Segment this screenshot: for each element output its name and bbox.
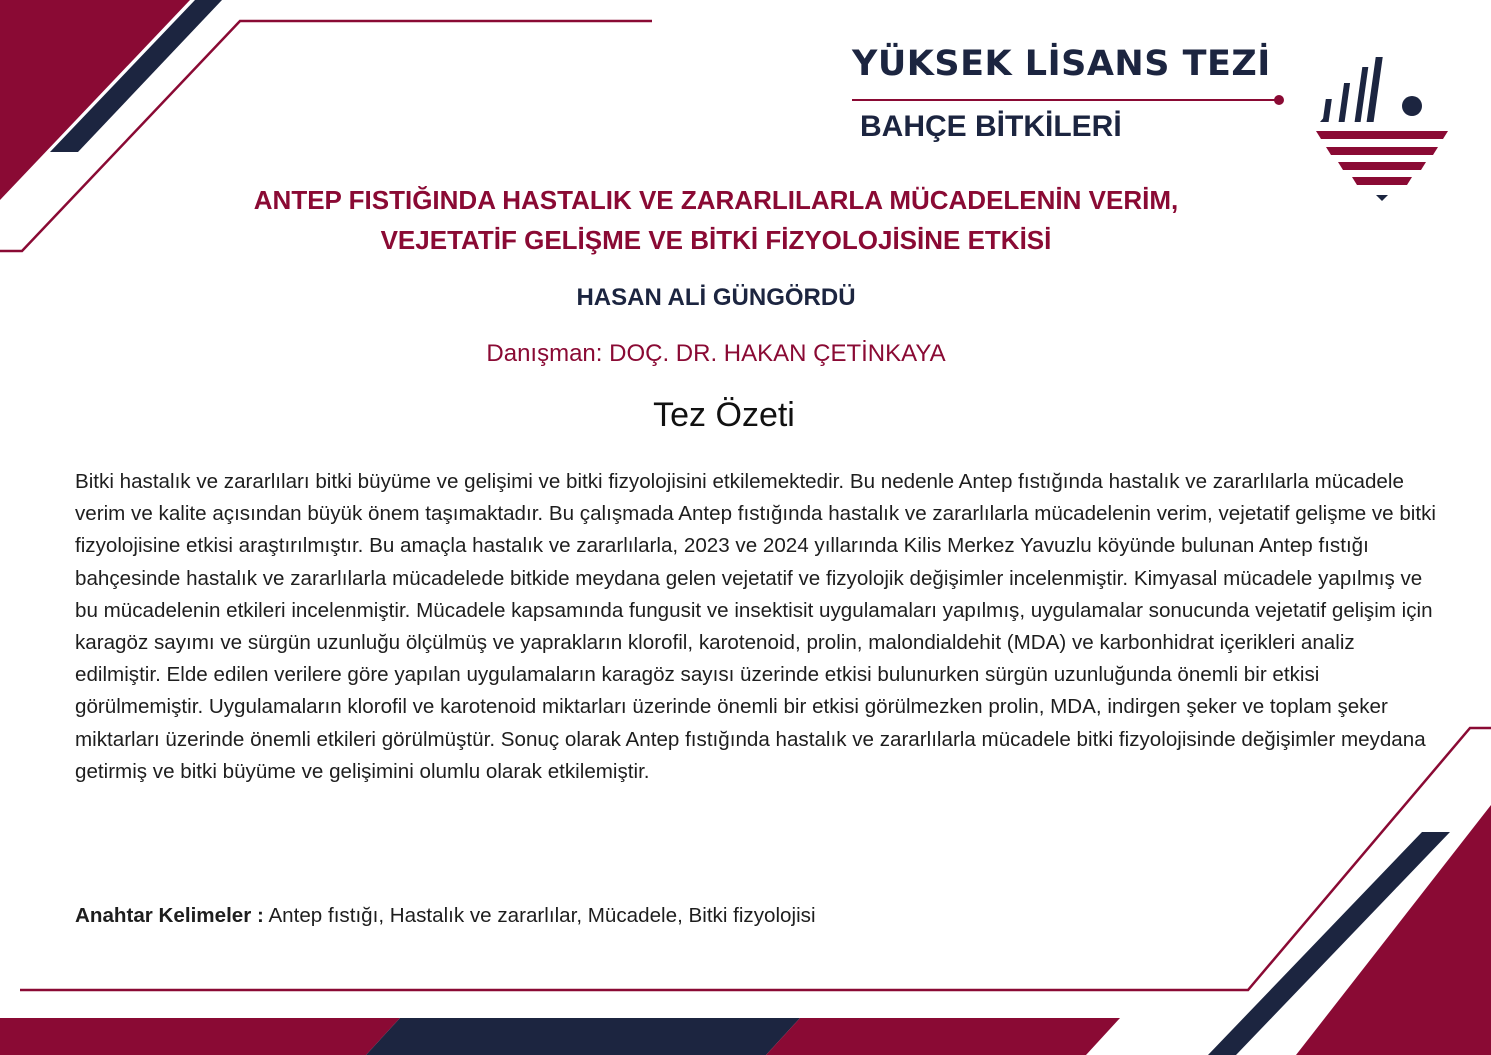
- header-divider-dot: [1274, 95, 1284, 105]
- author-name: HASAN ALİ GÜNGÖRDÜ: [576, 284, 856, 311]
- thesis-title-line-1: ANTEP FISTIĞINDA HASTALIK VE ZARARLILARLA MÜCADELENİN VERİM,: [253, 185, 1179, 215]
- degree-title: YÜKSEK LİSANS TEZİ: [852, 44, 1271, 84]
- summary-heading: Tez Özeti: [653, 396, 795, 434]
- thesis-title-line-2: VEJETATİF GELİŞME VE BİTKİ FİZYOLOJİSİNE ETKİSİ: [380, 225, 1052, 255]
- thesis-title: [60, 180, 1372, 260]
- bottom-right-maroon-band: [766, 1018, 1120, 1055]
- top-left-maroon-wedge: [0, 0, 190, 200]
- keywords-value: Antep fıstığı, Hastalık ve zararlılar, Mücadele, Bitki fizyolojisi: [268, 904, 816, 927]
- advisor-name: Danışman: DOÇ. DR. HAKAN ÇETİNKAYA: [486, 340, 946, 367]
- department-name: BAHÇE BİTKİLERİ: [860, 110, 1122, 143]
- abstract-text: Bitki hastalık ve zararlıları bitki büyüme ve gelişimi ve bitki fizyolojisini etkilemektedir. Bu nedenle Antep fıstığında hastalık ve zararlılarla mücadele verim ve kalite açısından büyük önem taşımaktadır. Bu çalışmada Antep fıstığında hastalık ve zararlılarla mücadelenin verim, vejetatif gelişme ve bitki fizyolojisine etkisi araştırılmıştır. Bu amaçla hastalık ve zararlılarla, 2023 ve 2024 yıllarında Kilis Merkez Yavuzlu köyünde bulunan Antep fıstığı bahçesinde hastalık ve zararlılarla mücadelede bitkide meydana gelen vejetatif ve fizyolojik değişimler incelenmiştir. Kimyasal mücadele yapılmış ve bu mücadelenin etkileri incelenmiştir. Mücadele kapsamında fungusit ve insektisit uygulamaları yapılmış, uygulamalar sonucunda vejetatif gelişim için karagöz sayımı ve sürgün uzunluğu ölçülmüş ve yaprakların klorofil, karotenoid, prolin, malondialdehit (MDA) ve karbonhidrat içerikleri analiz edilmiştir. Elde edilen verilere göre yapılan uygulamaların karagöz sayısı üzerinde etkisi bulunurken sürgün uzunluğunda önemli bir etkisi görülmemiştir. Uygulamaların klorofil ve karotenoid miktarları üzerinde önemli bir etkisi görülmezken prolin, MDA, indirgen şeker ve toplam şeker miktarları üzerinde önemli etkileri görülmüştür. Sonuç olarak Antep fıstığında hastalık ve zararlılarla mücadele bitki fizyolojisinde değişimler meydana getirmiş ve bitki büyüme ve gelişimini olumlu olarak etkilemiştir.: [75, 470, 1436, 783]
- bottom-maroon-band: [0, 1018, 400, 1055]
- bottom-navy-band: [366, 1018, 800, 1055]
- keywords: [75, 904, 1175, 928]
- header-divider: [852, 99, 1282, 101]
- keywords-label: Anahtar Kelimeler :: [75, 904, 264, 927]
- bottom-right-maroon-wedge: [1296, 805, 1491, 1055]
